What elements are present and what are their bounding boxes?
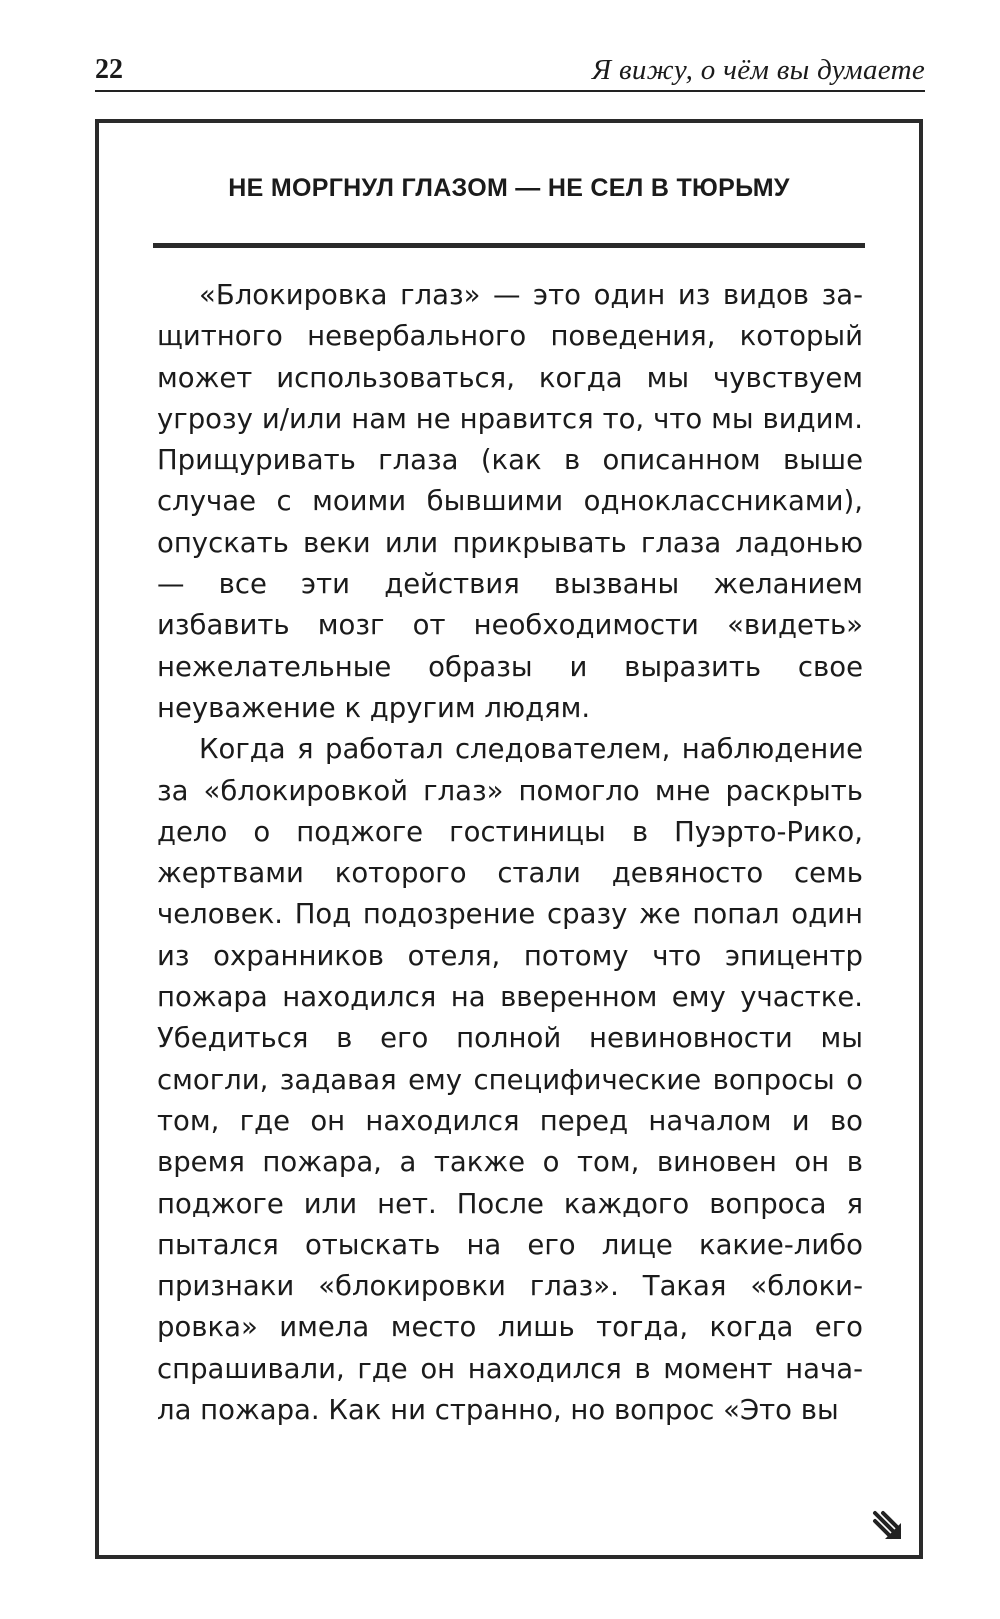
arrow-down-right-icon <box>871 1509 905 1543</box>
sidebar-title: НЕ МОРГНУЛ ГЛАЗОМ — НЕ СЕЛ В ТЮРЬМУ <box>228 174 790 202</box>
sidebar-box <box>95 119 923 1559</box>
title-divider <box>153 243 865 248</box>
paragraph: Когда я работал следователем, наблюдение за «блокировкой глаз» помогло мне раскрыть дело о поджоге гостиницы в Пуэрто-Рико, жертвами которого стали девяносто семь человек. Под подозрение сразу же попал один из охранников отеля, потому что эпицентр пожара находился на вверенном ему участке. Убедиться в его полной невиновности мы смогли, задавая ему специфические вопросы о том, где он находился перед началом и во время пожара, а также о том, виновен он в поджоге или нет. После каждого вопроса я пытался отыскать на его лице какие-либо признаки «блокировки глаз». Такая «блокировка» имела место лишь тогда, когда его спрашивали, где он находился в момент начала пожара. Как ни странно, но вопрос «Это вы <box>157 733 863 1427</box>
book-title: Я вижу, о чём вы думаете <box>592 54 925 86</box>
page-number: 22 <box>95 54 123 85</box>
sidebar-body <box>157 275 863 1431</box>
paragraph: «Блокировка глаз» — это один из видов защитного невербального поведения, который может использоваться, когда мы чувствуем угрозу и/или нам не нравится то, что мы видим. Прищуривать глаза (как в описанном выше случае с моими бывшими одноклассниками), опускать веки или прикрывать глаза ладонью — все эти действия вызваны желанием избавить мозг от необходимости «видеть» нежелательные образы и выразить свое неуважение к другим людям. <box>157 279 863 724</box>
running-head <box>95 50 925 92</box>
